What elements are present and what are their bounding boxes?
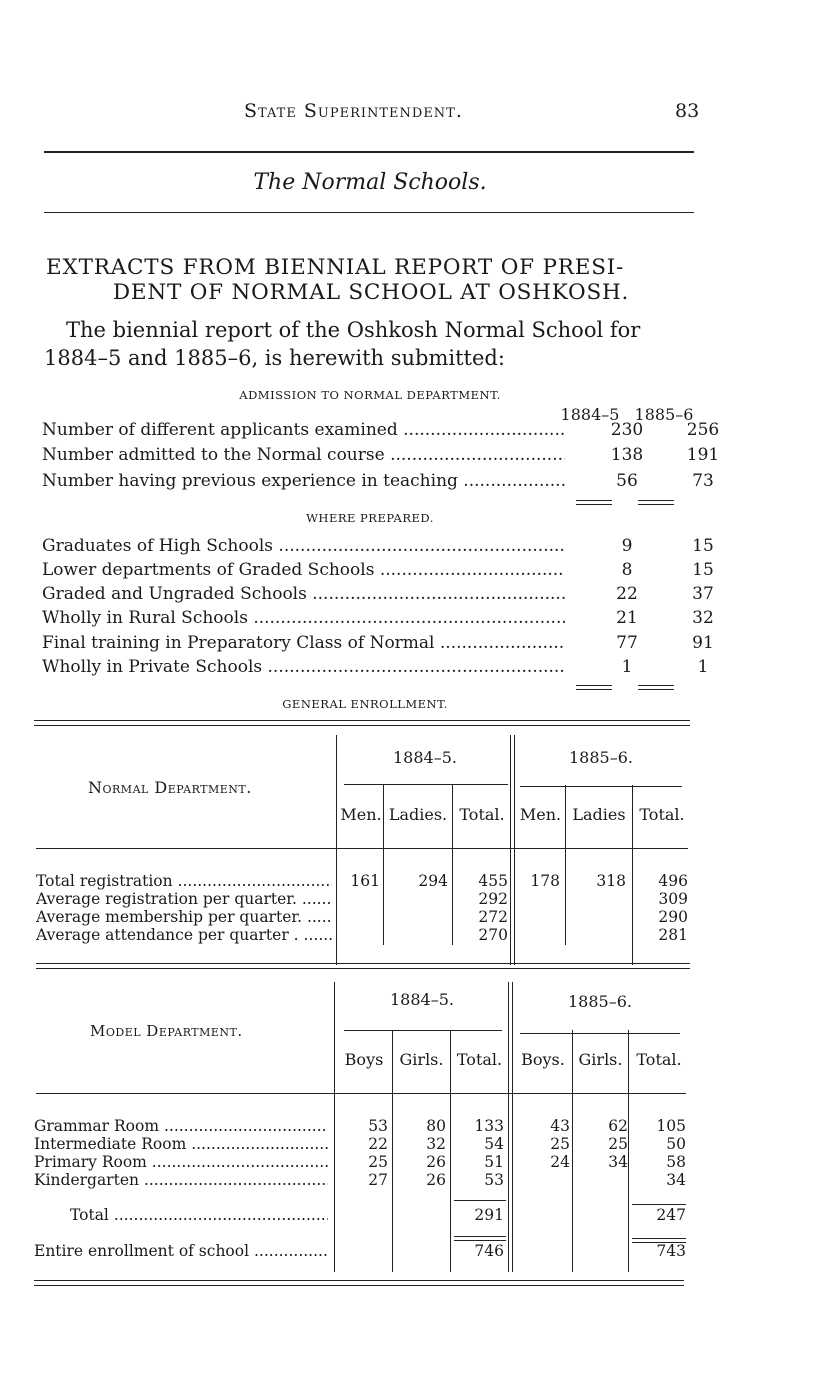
- year-rule: [344, 1030, 502, 1031]
- row-value-1884: 21: [616, 608, 638, 628]
- row-value-1885: 37: [692, 584, 714, 604]
- sum-rule: [576, 685, 612, 686]
- entire-enrollment-row: [34, 1242, 694, 1262]
- year-rule: [520, 1033, 680, 1034]
- report-heading-line-2: DENT OF NORMAL SCHOOL AT OSHKOSH.: [112, 280, 630, 305]
- cell: 318: [596, 872, 626, 890]
- row-label: Average registration per quarter. .....: [36, 890, 332, 908]
- cell: 291: [474, 1206, 504, 1224]
- sum-rule: [638, 689, 674, 690]
- sum-rule: [576, 500, 612, 501]
- row-label: Graduates of High Schools .....: [42, 534, 565, 558]
- row-value-1884: 9: [621, 536, 633, 556]
- model-total-row: [34, 1206, 694, 1226]
- row-label: Average membership per quarter. .....: [36, 908, 332, 926]
- col-header: Men.: [340, 805, 382, 824]
- cell: 247: [656, 1206, 686, 1224]
- table-top-rule: [34, 725, 690, 726]
- normal-dept-title: Normal Department.: [88, 778, 252, 797]
- col-header: Boys: [344, 1050, 384, 1069]
- block-rule: [36, 963, 690, 964]
- cell: 22: [368, 1135, 388, 1153]
- entire-rule: [454, 1240, 506, 1241]
- cell: 105: [656, 1117, 686, 1135]
- row-label: Total .....: [70, 1206, 328, 1224]
- cell: 178: [530, 872, 560, 890]
- sum-rule: [576, 504, 612, 505]
- table-row: [34, 1135, 694, 1153]
- col-header: Total.: [636, 1050, 682, 1069]
- row-label: Graded and Ungraded Schools .....: [42, 582, 565, 606]
- bottom-rule: [34, 1285, 684, 1286]
- row-value-1885: 15: [692, 536, 714, 556]
- cell: 455: [478, 872, 508, 890]
- top-rule: [44, 151, 694, 153]
- cell: 51: [484, 1153, 504, 1171]
- row-value-1885: 73: [692, 471, 714, 491]
- cell: 161: [350, 872, 380, 890]
- col-header: Total.: [639, 805, 685, 824]
- row-label: Number admitted to the Normal course .....: [42, 443, 565, 467]
- row-value-1885: 191: [686, 445, 720, 465]
- page-number: 83: [675, 100, 700, 122]
- section-title: The Normal Schools.: [253, 170, 487, 195]
- row-value-1884: 77: [616, 633, 638, 653]
- cell: 34: [666, 1171, 686, 1189]
- table-row: [36, 926, 696, 944]
- enrollment-title: GENERAL ENROLLMENT.: [282, 697, 448, 711]
- total-rule: [454, 1200, 506, 1201]
- table-row: [36, 872, 696, 890]
- table-row: [36, 908, 696, 926]
- section-rule: [44, 212, 694, 213]
- col-header: Ladies.: [388, 805, 448, 824]
- row-label: Number having previous experience in teaching .....: [42, 469, 565, 493]
- cell: 743: [656, 1242, 686, 1260]
- cell: 54: [484, 1135, 504, 1153]
- table-top-rule: [34, 720, 690, 721]
- header-rule: [36, 1093, 686, 1094]
- row-value-1884: 230: [610, 420, 644, 440]
- year-rule: [520, 786, 682, 787]
- cell: 292: [478, 890, 508, 908]
- model-year-1885: 1885–6.: [568, 992, 632, 1011]
- cell: 58: [666, 1153, 686, 1171]
- row-label: Final training in Preparatory Class of Normal .....: [42, 631, 565, 655]
- bottom-rule: [34, 1280, 684, 1281]
- cell: 294: [418, 872, 448, 890]
- row-value-1885: 91: [692, 633, 714, 653]
- normal-year-1885: 1885–6.: [569, 748, 633, 767]
- sum-rule: [638, 685, 674, 686]
- total-rule: [632, 1204, 686, 1205]
- col-header: Girls.: [578, 1050, 623, 1069]
- row-label: Grammar Room .....: [34, 1117, 328, 1135]
- row-value-1885: 256: [686, 420, 720, 440]
- row-value-1884: 138: [610, 445, 644, 465]
- table-row: [36, 890, 696, 908]
- cell: 281: [658, 926, 688, 944]
- model-dept-title: Model Department.: [90, 1022, 243, 1040]
- row-label: Wholly in Rural Schools .....: [42, 606, 565, 630]
- row-value-1884: 56: [616, 471, 638, 491]
- sum-rule: [638, 504, 674, 505]
- col-header: Total.: [456, 1050, 503, 1069]
- table-row: [34, 1171, 694, 1189]
- table-row: [34, 1117, 694, 1135]
- cell: 53: [484, 1171, 504, 1189]
- cell: 26: [426, 1171, 446, 1189]
- cell: 27: [368, 1171, 388, 1189]
- cell: 43: [550, 1117, 570, 1135]
- row-label: Number of different applicants examined .....: [42, 418, 565, 442]
- row-label: Intermediate Room .....: [34, 1135, 328, 1153]
- row-value-1885: 15: [692, 560, 714, 580]
- model-rows: [34, 1117, 694, 1189]
- cell: 34: [608, 1153, 628, 1171]
- cell: 309: [658, 890, 688, 908]
- intro-line-2: 1884–5 and 1885–6, is herewith submitted:: [44, 346, 505, 370]
- normal-year-1884: 1884–5.: [393, 748, 457, 767]
- cell: 272: [478, 908, 508, 926]
- cell: 270: [478, 926, 508, 944]
- entire-rule: [632, 1238, 686, 1239]
- cell: 80: [426, 1117, 446, 1135]
- table-row: [34, 1153, 694, 1171]
- cell: 496: [658, 872, 688, 890]
- cell: 133: [474, 1117, 504, 1135]
- row-value-1885: 1: [697, 657, 709, 677]
- model-year-1884: 1884–5.: [390, 990, 454, 1009]
- sum-rule: [576, 689, 612, 690]
- row-label: Entire enrollment of school .....: [34, 1242, 328, 1260]
- row-label: Kindergarten .....: [34, 1171, 328, 1189]
- cell: 32: [426, 1135, 446, 1153]
- header-rule: [36, 848, 688, 849]
- cell: 746: [474, 1242, 504, 1260]
- intro-line-1: The biennial report of the Oshkosh Normal School for: [66, 318, 641, 342]
- col-header: Girls.: [399, 1050, 444, 1069]
- cell: 50: [666, 1135, 686, 1153]
- row-value-1885: 32: [692, 608, 714, 628]
- entire-rule: [454, 1236, 506, 1237]
- admission-col-1885: 1885–6: [634, 405, 694, 424]
- cell: 25: [368, 1153, 388, 1171]
- row-label: Total registration .....: [36, 872, 332, 890]
- block-rule: [36, 968, 690, 969]
- running-title: State Superintendent.: [244, 100, 463, 122]
- cell: 25: [550, 1135, 570, 1153]
- col-header: Men.: [519, 805, 562, 824]
- row-label: Primary Room .....: [34, 1153, 328, 1171]
- col-header: Ladies: [572, 805, 626, 824]
- prepared-title: WHERE PREPARED.: [306, 511, 434, 525]
- cell: 290: [658, 908, 688, 926]
- row-label: Average attendance per quarter . .....: [36, 926, 332, 944]
- row-label: Wholly in Private Schools .....: [42, 655, 565, 679]
- admission-col-1884: 1884–5: [560, 405, 620, 424]
- col-header: Total.: [459, 805, 505, 824]
- cell: 62: [608, 1117, 628, 1135]
- row-value-1884: 8: [621, 560, 633, 580]
- row-label: Lower departments of Graded Schools .....: [42, 558, 565, 582]
- cell: 24: [550, 1153, 570, 1171]
- year-rule: [344, 784, 508, 785]
- cell: 26: [426, 1153, 446, 1171]
- col-header: Boys.: [521, 1050, 565, 1069]
- cell: 53: [368, 1117, 388, 1135]
- row-value-1884: 22: [616, 584, 638, 604]
- cell: 25: [608, 1135, 628, 1153]
- sum-rule: [638, 500, 674, 501]
- report-heading-line-1: EXTRACTS FROM BIENNIAL REPORT OF PRESI-: [46, 255, 625, 280]
- row-value-1884: 1: [621, 657, 633, 677]
- normal-rows: [36, 872, 696, 944]
- admission-title: ADMISSION TO NORMAL DEPARTMENT.: [239, 388, 501, 402]
